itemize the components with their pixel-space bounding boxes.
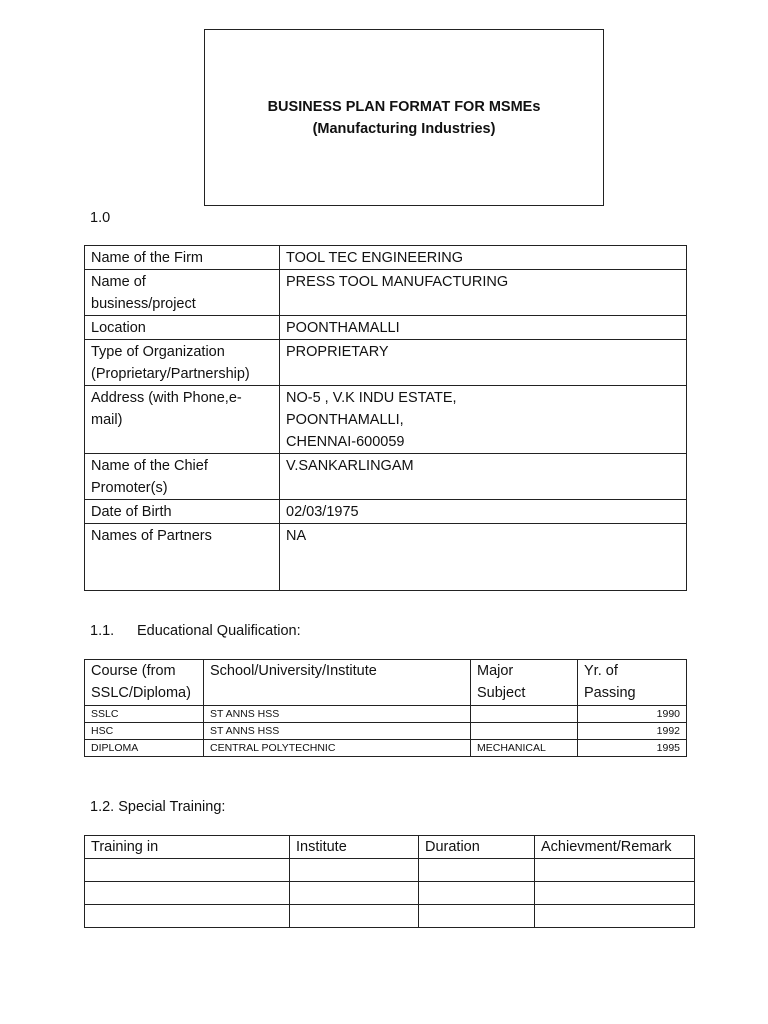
firm-field-label [85,386,280,454]
firm-field-label [85,246,280,270]
education-row [85,706,687,723]
header-line: Yr. of [584,663,618,679]
firm-table-row [85,340,687,386]
training-header-cell: Duration [419,836,535,859]
label-line: Name of [91,274,146,290]
value-line: NO-5 , V.K INDU ESTATE, [286,390,457,406]
training-cell [85,859,290,882]
header-line: Subject [477,685,526,701]
firm-field-value [280,500,687,524]
training-cell [85,905,290,928]
firm-table-row [85,270,687,316]
value-line: POONTHAMALLI [286,320,400,336]
header-line: Course (from [91,663,176,679]
value-line: PROPRIETARY [286,344,389,360]
education-header-cell [204,660,471,706]
firm-table-row [85,246,687,270]
education-header-cell [578,660,687,706]
firm-field-label [85,454,280,500]
training-cell [535,882,695,905]
training-cell [535,905,695,928]
value-line: V.SANKARLINGAM [286,458,414,474]
firm-field-value [280,386,687,454]
education-school-cell: CENTRAL POLYTECHNIC [204,740,471,757]
header-line: School/University/Institute [210,663,377,679]
training-row [85,859,695,882]
firm-field-label [85,270,280,316]
section-1-2-heading: 1.2. Special Training: [90,799,226,815]
header-line: Major [477,663,514,679]
education-school-cell: ST ANNS HSS [204,723,471,740]
firm-field-value [280,270,687,316]
firm-field-value [280,340,687,386]
training-cell [419,859,535,882]
label-line: Date of Birth [91,504,172,520]
training-header-cell: Training in [85,836,290,859]
firm-table-row [85,500,687,524]
training-cell [290,905,419,928]
firm-details-table [84,245,687,591]
education-course-cell: DIPLOMA [85,740,204,757]
firm-field-label [85,316,280,340]
title-line-1: BUSINESS PLAN FORMAT FOR MSMEs [267,98,541,115]
firm-field-label [85,340,280,386]
value-line: POONTHAMALLI, [286,412,404,428]
firm-field-value [280,316,687,340]
value-line: PRESS TOOL MANUFACTURING [286,274,509,290]
title-box [204,29,604,206]
label-line: Name of the Firm [91,250,203,266]
firm-table-row [85,524,687,591]
training-header-row [85,836,695,859]
firm-field-value [280,524,687,591]
label-line: Location [91,320,146,336]
training-row [85,882,695,905]
training-table [84,835,695,928]
training-cell [85,882,290,905]
header-line: Passing [584,685,636,701]
education-header-cell [471,660,578,706]
education-table [84,659,687,757]
header-line: SSLC/Diploma) [91,685,191,701]
section-1-1-heading [90,623,390,639]
value-line: TOOL TEC ENGINEERING [286,250,463,266]
education-course-cell: HSC [85,723,204,740]
label-line: business/project [91,296,196,312]
value-line: 02/03/1975 [286,504,359,520]
education-year-cell: 1990 [578,706,687,723]
training-header-cell: Institute [290,836,419,859]
value-line: CHENNAI-600059 [286,434,405,450]
label-line: Type of Organization [91,344,225,360]
education-header-row [85,660,687,706]
firm-table-row [85,316,687,340]
education-year-cell: 1992 [578,723,687,740]
training-cell [419,905,535,928]
label-line: Address (with Phone,e- [91,390,242,406]
education-subject-cell: MECHANICAL [471,740,578,757]
education-school-cell: ST ANNS HSS [204,706,471,723]
firm-field-value [280,454,687,500]
title-line-2: (Manufacturing Industries) [312,120,496,137]
section-1-heading: 1.0 [90,210,111,226]
education-year-cell: 1995 [578,740,687,757]
label-line: Name of the Chief [91,458,208,474]
training-cell [290,859,419,882]
firm-field-label [85,500,280,524]
value-line: NA [286,528,307,544]
training-row [85,905,695,928]
education-subject-cell [471,706,578,723]
education-header-cell [85,660,204,706]
section-1-1-number: 1.1. [90,623,115,639]
training-cell [290,882,419,905]
firm-table-row [85,386,687,454]
training-header-cell: Achievment/Remark [535,836,695,859]
firm-field-label [85,524,280,591]
training-cell [535,859,695,882]
firm-table-row [85,454,687,500]
training-cell [419,882,535,905]
label-line: Names of Partners [91,528,212,544]
education-subject-cell [471,723,578,740]
education-row [85,740,687,757]
education-course-cell: SSLC [85,706,204,723]
label-line: mail) [91,412,123,428]
education-row [85,723,687,740]
label-line: Promoter(s) [91,480,168,496]
label-line: (Proprietary/Partnership) [91,366,250,382]
firm-field-value [280,246,687,270]
section-1-1-title: Educational Qualification: [137,623,301,639]
